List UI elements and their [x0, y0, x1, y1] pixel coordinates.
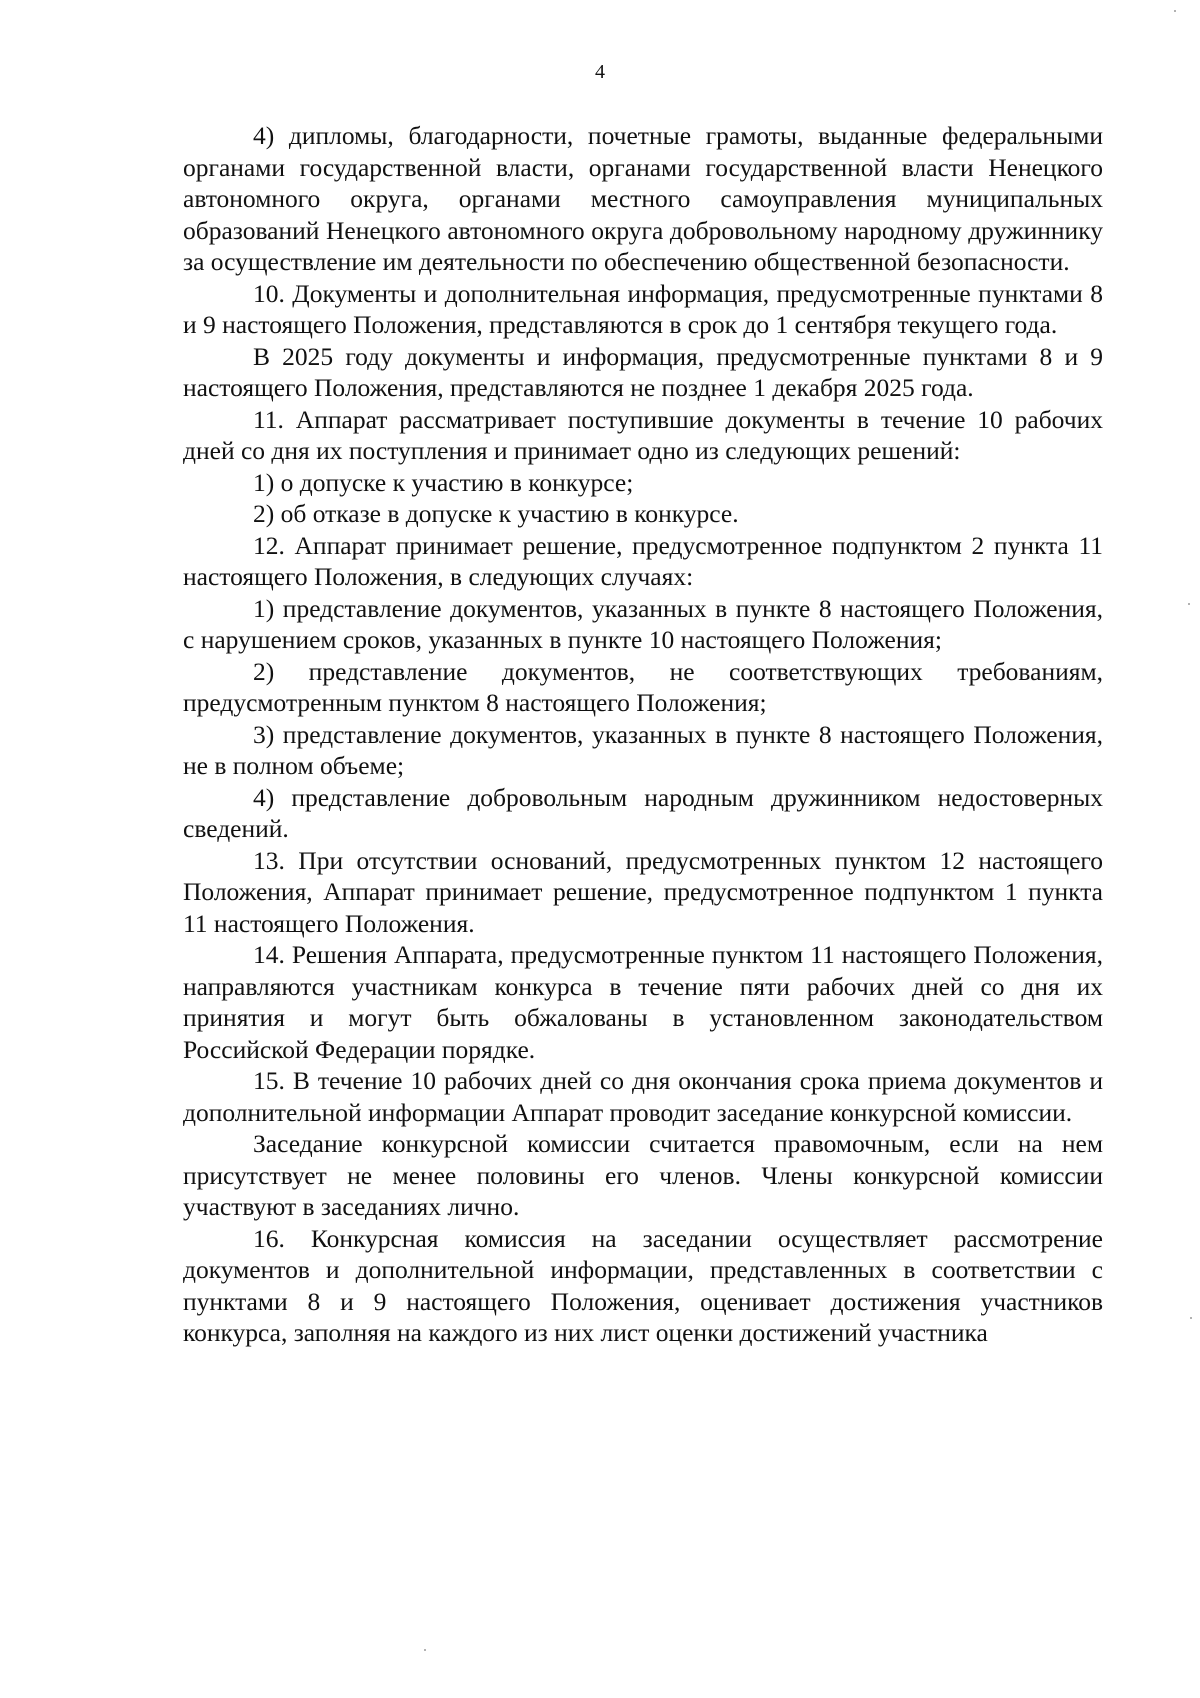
scan-speck: [424, 1649, 426, 1651]
paragraph-11: 11. Аппарат рассматривает поступившие документы в течение 10 рабочих дней со дня их поступления и принимает одно из следующих решений:: [183, 404, 1103, 465]
paragraph-16: 16. Конкурсная комиссия на заседании осуществляет рассмотрение документов и дополнительной информации, представленных в соответствии с пунктами 8 и 9 настоящего Положения, оценивает достижения участников конкурса, заполняя на каждого из них лист оценки достижений участника: [183, 1223, 1103, 1347]
paragraph-11-item-1: 1) о допуске к участию в конкурсе;: [253, 467, 634, 497]
scan-speck: [1190, 1317, 1192, 1319]
paragraph-13: 13. При отсутствии оснований, предусмотренных пунктом 12 настоящего Положения, Аппарат принимает решение, предусмотренное подпунктом 1 пункта 11 настоящего Положения.: [183, 845, 1103, 938]
paragraph-10: 10. Документы и дополнительная информация, предусмотренные пунктами 8 и 9 настоящего Положения, представляются в срок до 1 сентября текущего года.: [183, 278, 1103, 339]
paragraph-14: 14. Решения Аппарата, предусмотренные пунктом 11 настоящего Положения, направляются участникам конкурса в течение пяти рабочих дней со дня их принятия и могут быть обжалованы в установленном законодательством Российской Федерации порядке.: [183, 940, 1103, 1064]
paragraph-15: 15. В течение 10 рабочих дней со дня окончания срока приема документов и дополнительной информации Аппарат проводит заседание конкурсной комиссии.: [183, 1066, 1103, 1127]
paragraph-12-item-3: 3) представление документов, указанных в пункте 8 настоящего Положения, не в полном объеме;: [183, 719, 1103, 780]
scan-speck: [1174, 10, 1176, 12]
paragraph-12-item-4: 4) представление добровольным народным дружинником недостоверных сведений.: [183, 782, 1103, 843]
paragraph-12-item-1: 1) представление документов, указанных в пункте 8 настоящего Положения, с нарушением сроков, указанных в пункте 10 настоящего Положения;: [183, 593, 1103, 654]
paragraph-11-item-2: 2) об отказе в допуске к участию в конкурсе.: [253, 499, 739, 528]
paragraph-12-item-2: 2) представление документов, не соответствующих требованиям, предусмотренным пунктом 8 настоящего Положения;: [183, 656, 1103, 717]
scan-speck: [1188, 603, 1190, 605]
paragraph-15-quorum: Заседание конкурсной комиссии считается правомочным, если на нем присутствует не менее половины его членов. Члены конкурсной комиссии участвуют в заседаниях лично.: [183, 1129, 1103, 1221]
paragraph-item-4-diplomas: 4) дипломы, благодарности, почетные грамоты, выданные федеральными органами государственной власти, органами государственной власти Ненецкого автономного округа, органами местного самоуправления муниципальных образований Ненецкого автономного округа добровольному народному дружиннику за осуществление им деятельности по обеспечению общественной безопасности.: [183, 121, 1103, 276]
paragraph-12: 12. Аппарат принимает решение, предусмотренное подпунктом 2 пункта 11 настоящего Положения, в следующих случаях:: [183, 530, 1103, 591]
page-number: 4: [595, 61, 605, 83]
paragraph-10-2025: В 2025 году документы и информация, предусмотренные пунктами 8 и 9 настоящего Положения, представляются не позднее 1 декабря 2025 года.: [183, 341, 1103, 402]
document-body: [183, 120, 1103, 1349]
